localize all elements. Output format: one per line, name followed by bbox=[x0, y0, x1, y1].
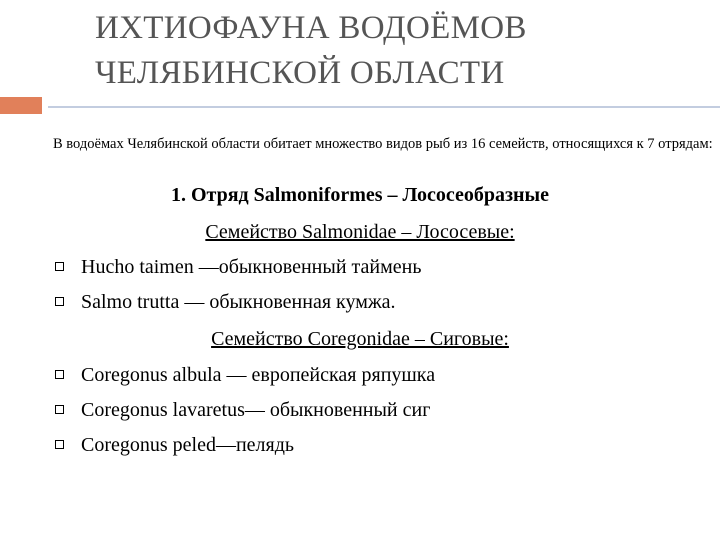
bullet-checkbox-icon bbox=[55, 405, 64, 414]
slide-title-line-2: ЧЕЛЯБИНСКОЙ ОБЛАСТИ bbox=[95, 55, 505, 91]
list-item bbox=[0, 428, 720, 462]
bullet-checkbox-icon bbox=[55, 297, 64, 306]
slide-title bbox=[95, 6, 695, 96]
list-item-text: Hucho taimen —обыкновенный таймень bbox=[81, 256, 422, 278]
list-item-text: Coregonus peled—пелядь bbox=[81, 434, 295, 456]
accent-box bbox=[0, 97, 42, 114]
list-item-text: Salmo trutta — обыкновенная кумжа. bbox=[81, 291, 396, 313]
slide-title-line-1: ИХТИОФАУНА ВОДОЁМОВ bbox=[95, 10, 527, 46]
list-item-text: Coregonus lavaretus— обыкновенный сиг bbox=[81, 399, 431, 421]
title-divider bbox=[48, 106, 720, 108]
bullet-checkbox-icon bbox=[55, 440, 64, 449]
bullet-checkbox-icon bbox=[55, 370, 64, 379]
intro-paragraph: В водоёмах Челябинской области обитает множество видов рыб из 16 семейств, относящихся к 7 отрядам: bbox=[53, 136, 713, 152]
list-item-text: Coregonus albula — европейская ряпушка bbox=[81, 364, 436, 386]
bullet-checkbox-icon bbox=[55, 262, 64, 271]
order-heading: 1. Отряд Salmoniformes – Лососеобразные bbox=[170, 184, 550, 206]
list-item bbox=[0, 285, 720, 319]
list-item bbox=[0, 250, 720, 284]
family-heading-coregonidae: Семейство Coregonidae – Сиговые: bbox=[211, 328, 509, 350]
list-item bbox=[0, 358, 720, 392]
list-item bbox=[0, 393, 720, 427]
family-heading-salmonidae: Семейство Salmonidae – Лососевые: bbox=[205, 221, 515, 243]
